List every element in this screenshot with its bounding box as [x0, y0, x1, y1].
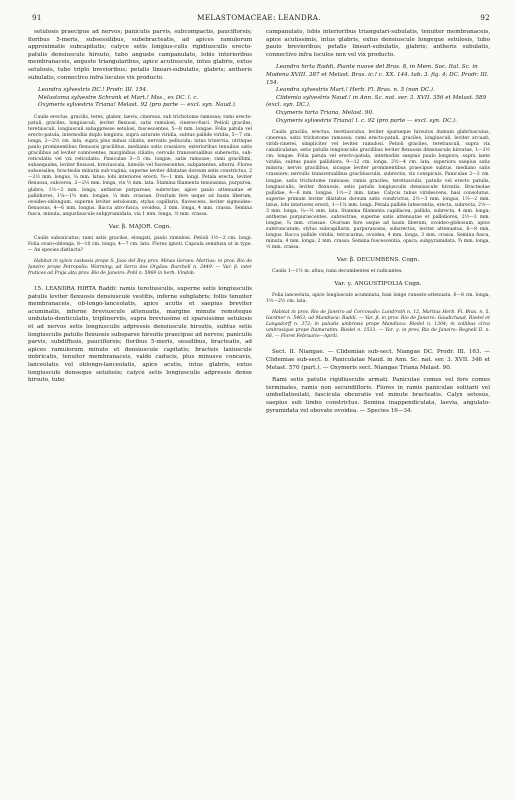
description-paragraph: setulosis praecipue ad nervos; paniculis parvis, subcompactis, pauciflorsis; floribus 5-meris, subsessilibus, subebracteatis, ad apices ramulorum approximatis subcapitatis; calyce setis longius-culis rigidiusculis erecto-patulis densiuscule hirsuto, tubo anguste campanulato, lobis interioribus membranaceis, anguste triangularibus, apice acutiuscule, intus glabris, extus setulosis, tubo triplo brevioribus; petalis lineari-subulatis, glabris; antheris subulatis, connectivo infra loculos vix producto. [28, 29, 252, 81]
species-entry [28, 286, 252, 385]
synonym-citation: Oxymeris hirta Triana, Melast. 90. [276, 109, 374, 116]
synonym-citation: Leandra sylvestris DC.! Prodr. III. 154. [38, 87, 148, 94]
description-paragraph: campanulato, lobis interioribus triangulari-subulatis, tenuiter membranaceis, apice acutissimis, intus glabris, extus densiuscule longeque setulosis, tubo paulo brevioribus; petalis lineari-subulatis, glabris; antheris subulatis, connectivo infra loculos non vel vix producto. [266, 29, 490, 58]
variety-heading: Var. γ. ANGUSTIFOLIA Cogn. [334, 281, 422, 288]
variety-description: Caulis subsulcatus; rami satis graciles, elongati, paulo ramulosi. Petioli 1½—2 cm. longi. Folia ovato-oblonga, 8—10 cm. longa, 4—7 cm. lata. Flores ignoti. Capsula semitusa ut in type. — An species distincta? [28, 235, 252, 253]
synonym-citation: Melastoma sylvestre Schrank et Mart.! Mss., ex DC. l. c. [38, 94, 199, 101]
variety-description: Folia lanceolata, apice longiuscule acuminata, basi longe cuneato-attenuata, 6—8 cm. longa, 1½—2½ cm. lata. [266, 293, 490, 305]
running-header [28, 13, 490, 25]
habitat-note: Habitat in prov. Rio de Janeiro ad Corcovado: Lund/roth n. 12, Martius Herb. Fl. Bras. n. 5, Gardner n. 5463; ad Mandioca: Raddi. — Var. β. in prov. Rio de Janeiro: Gaudichaud, Riedel et Langsdorff n. 372; in paludis umbrosis prope Mandioca: Riedel n. 1304; in collibus circa umbrosique prope Itamaratim: Riedel n. 1533. — Var. γ. in prov. Rio de Janeiro: Regnell II. n. 68. — Floret Februario—Aprili. [266, 310, 490, 340]
left-column [28, 29, 252, 764]
section-description: Rami setis patulis rigidiusculis armati. Paniculae comes vel fere comes terminales, ramis non secundifloris. Flores in ramis paniculae solitarii vel umbellatioulati, fascicula obcuratis vel minute bracteatis. Calyx setosus, saepius sub limbo constrictus. Semina inappendiculata, laevia, angulato-pyramidata vel obovate ovoidea. — Species 16—34. [266, 377, 490, 414]
variety-description: Caulis 1—1½ m. altus; rami decumbentes et radicantes. [272, 269, 403, 275]
habitat-note: Habitat in sylvis casbosis prope S. Joao del Rey prov. Minas Geraes: Martius; in prov. Rio de Janeiro prope Petropolis: Warming; ad Serra dos Orgãos: Burchell n. 2449. — Var. β. inter frutices ad Praja alta prov. Rio de Janeiro: Pohl n. 5969 in herb. Vindob. [28, 258, 252, 276]
running-title: MELASTOMACEAE: LEANDRA. [197, 13, 321, 22]
synonym-citation: Clidemia sylvestris Naud.! in Ann. Sc. nat. ser. 3. XVII. 356 et Melast. 589 (excl. syn. DC.). [266, 94, 487, 109]
synonym-citation: Leandra hirta Raddi, Piante nuove del Bras. 8, in Mem. Soc. Ital. Sc. in Modena XVIII. 387 et Melast. Bras. ic.! c. XX. 144. tab. 3. fig. 4; DC. Prodr. III. 154. [266, 64, 489, 86]
species-diagnosis: ramis teretiusculis, superne setis longiusculis patulis leviter flexuosis densiuscule vestitis, inferne subglabris; foliis tenuiter membranaceis, ob-longo-lanceolatis, apice acutis et saepius breviter acuminatis, inferne breviuscule attenuatis, margine minute remoteque undulato-denticulatis, triplinerviis, supra breviusime et sparsissime setulosis et ad nervos setis longiusculis adpressis densiuscule hirsutis, subtus setis longiusculis patulis flexuosis subsparse hirsutis praecipue ad nervos; paniculis parvis, subdiffusis, pauciflorsis; floribus 5-meris, sessilibus, bracteatis, ad apices ramulorum minute et densiuscule capitatis; bracteis laxiuscule imbricatis, tenuiter membranaceis, valde caducis, plus minusve concavis, lanceolatis vel oblongo-lanceolatis, apice acutis, intus glabris, extus longiuscule denseque setulosis; calyce setis longiusculis adpressis dense hirsuto, tubo [28, 286, 252, 384]
right-column [266, 29, 490, 764]
variety-heading: Var. β. DECUMBENS. Cogn. [336, 257, 420, 264]
section-heading: Sect. II. Niangae. — Clidemiae sub-sect. Niangae DC. Prodr. III. 163. — Clidemiae sub-sect. b. Paniculatae Naud. in Ann. Sc. nat. ser. 3. XVII. 346 et Melast. 570 (part.). — Oxymeris sect. Niangae Triana Melast. 90. [266, 349, 490, 371]
variety-heading: Var. β. MAJOR. Cogn. [108, 223, 172, 230]
species-name: 15. LEANDRA HIRTA Raddi: [34, 286, 117, 293]
page-number-left: 91 [32, 13, 42, 22]
detailed-description: Caulis gracilis, erectus, teretiusculus, leviter sparseque hirsutus dumum glabriusculus, cinereus, satis trichotome ramosus; rami erecto-patuli, graciles, longiusculi, leviter arcuati, viridi-cinerei, simpliciter vel leviter ramulosi. Petioli graciles, teretiusculi, supra vix canaliculatae, setis patulis longiusculis gracilibus leviter flexuosis densiuscule hirsutae, 1—1½ cm. longae. Folia patula vel erecto-patula, internodiis saepius paulo longiora, supra laete viridia, subtus paulo pallidiora, 9—12 cm. longa, 2½—4 cm. lata, superiora saepius satis minora; nervis gracilibus, sicaque leviter prominentibus praecipue subtus, mediano satis crassiore; nervulis transversalibus graciliusculis, subrectis, vix conspicuis. Paniculae 2—3 cm. longae, satis trichotome ramosae; ramis graciles, teretiusculis, patulis vel erecto patulis, longiusculis, leviter flexuosis, setis patulis longiusculis densiuscule hirsutis. Bracteolae pallidae, 4—6 mm. longae, 1½—2 mm. latae. Calycis tubus viridescens, basi consolutus, superne primum leviter dilatatus dorsum satis constrictus, 2½—3 mm. longus, 1½—2 mm. latus; lobi interiores erecti, 1—1¼ mm. longi. Petala pallide lutescentia, erecta, subrecta, 2½—3 mm. longa, ¼—½ mm. lata. Stamina filamenta capillacea, pallida, subrecta, 4 mm. longa; antherae purpurascentes, subrostrae, superne satis attenuatae et pallidiores, 2½—3 mm. longae, ¼ mm. crassae. Ovarium fere usque ad basin liberum, ovoideo-globosum, apice subtruncatum; stylus subcapillaris, purpurascens, subsrectus, leviter attenuatus, 6—8 mm. longus. Bacca pallide viridis, tetracarina, ovoidea, 4 mm. longa, 3 mm. crassa. Semina fusca, minuta, 4 mm. longa, 2 mm. crassa. Semina fuscescentia, opaca, subpyramidata, ¾ mm. longa, ½ mm. crassa. [266, 130, 490, 251]
detailed-description: Caulis erectus, gracilis, teres, glaber, laevis, cinereus, sub trichotome ramosus; rami erecto-patuli, graciles, longiusculi, leviter flexuosi, satis ramulosi, cinereo-fusci. Petioli graciles, teretiusculi, longiusculi subappresse setulosi, fuscescentes, 5—8 mm. longae. Folia patula vel erecto-patula, internodiis duplo longiora, supra saturate viridia, subtus pallide viridia, 5—7 cm. longa, 2—2½ cm. lata, supra plus minus ciliatis, nervatio pellucida; intus trinervia, utrinque paulo prominentibus flexuosis gracilibus, medianis satis crassiore; exterioribus tenuibus satis gracilibus ad leviter conniventes, marginibus ciliatis; cervulis transversalibus suberectis, sub-reticulatis vel vix reticulatis. Paniculae 3—5 cm. longae, satis ramosae; rami gracillimi, subaequales, leviter flexuosi, breviuscula, luteolis vel fuscescentes, subpatentes, alterni. Flores subsessiles, bracteolis minutis sub-vagina, superne leviter dilatatae dorsum setis constrictus, 2—2½ mm. longus, ¼ mm. latus; lobi interiores erecti, ¾—1 mm. longi. Petala erecta, leviter flexuosa, subcerea, 2—2½ mm. longa, vix ½ mm. lata. Stamina filamenta tenuissima, purpurea, glabra, 1½—2 mm. longa; antherae purpureae, subrectae, apice paulo attenuatae et pallidiores, 1¼—1½ mm. longae, ¼ mm. crassae. Ovarium fere usque ad basin liberum, ovoideo-oblongum, superne leviter setulosum; stylus capillaris, flavescens, leviter sigmoideo-flexuosus, 4—6 mm. longus. Bacca atro-fusca, ovoidea, 3 mm. longa, 4 mm. crassa. Semina fusca, minuta, angustiuscule subpyramidata, via 1 mm. longa, ½ mm. crassa. [28, 114, 252, 217]
page-number-right: 92 [480, 13, 490, 22]
synonym-citation: Oxymeris sylvestris Triana! l. c. 92 (pro parte — excl. syn. DC.). [276, 117, 457, 124]
synonym-citation: Leandra sylvestris Mart.! Herb. Fl. Bras. n. 5 (non DC.). [276, 87, 435, 94]
synonym-citation: Oxymeris sylvestris Triana! Melast. 92 (pro parte — excl. syn. Naud.). [38, 102, 237, 109]
